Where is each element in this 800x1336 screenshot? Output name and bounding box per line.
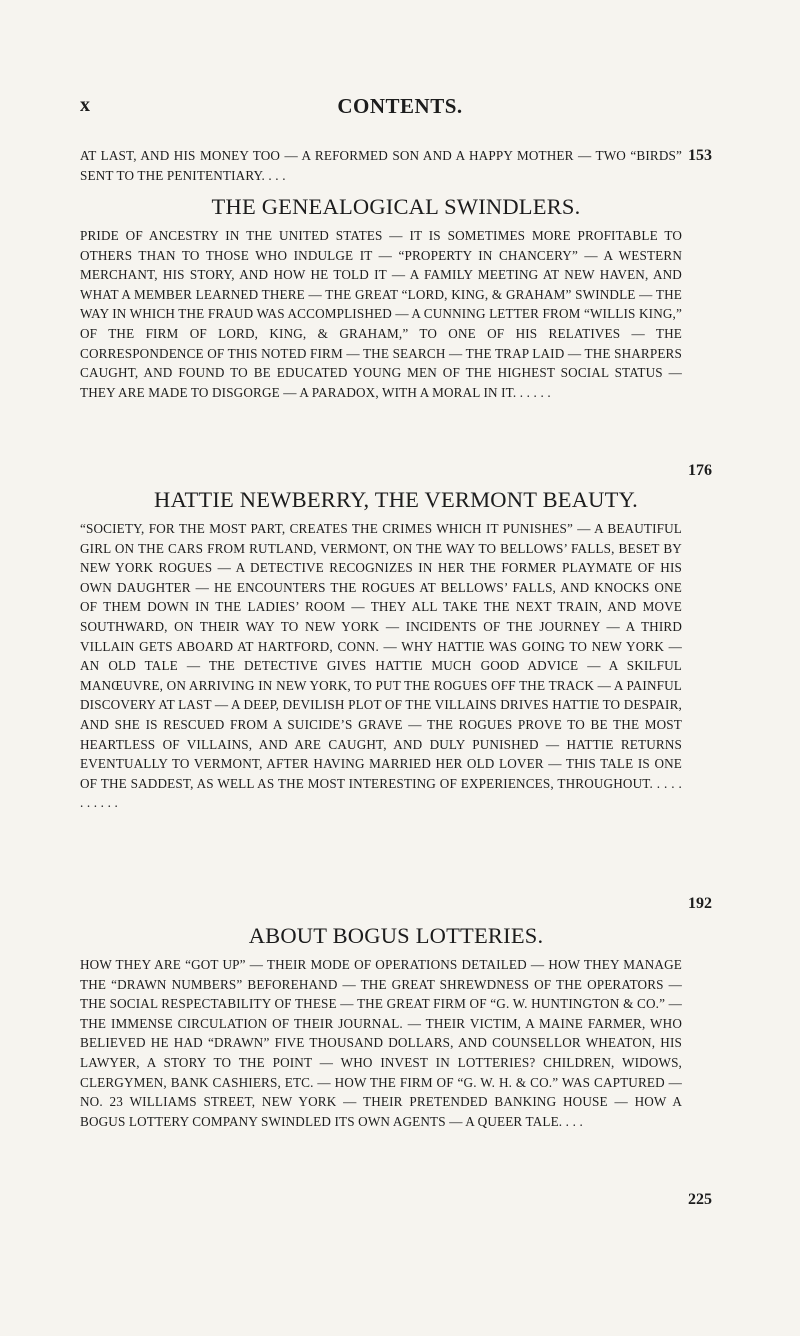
chapter-title: THE GENEALOGICAL SWINDLERS. xyxy=(211,194,581,219)
chapter-title: ABOUT BOGUS LOTTERIES. xyxy=(248,923,544,948)
page-title: CONTENTS. xyxy=(337,94,463,118)
running-head xyxy=(0,94,800,122)
entry-summary-text: HOW THEY ARE “GOT UP” — THEIR MODE OF OPERATIONS DETAILED — HOW THEY MANAGE THE “DRAWN NUMBERS” BEFOREHAND — THE GREAT SHREWDNESS OF THE OPERATORS — THE SOCIAL RESPECTABILITY OF THESE — THE GREAT FIRM OF “G. W. HUNTINGTON & CO.” — THE IMMENSE CIRCULATION OF THEIR JOURNAL. — THEIR VICTIM, A MAINE FARMER, WHO BELIEVED HE HAD “DRAWN” FIVE THOUSAND DOLLARS, AND COUNSELLOR WHEATON, HIS LAWYER, A STORY TO THE POINT — WHO INVEST IN LOTTERIES? CHILDREN, WIDOWS, CLERGYMEN, BANK CASHIERS, ETC. — HOW THE FIRM OF “G. W. H. & CO.” WAS CAPTURED — NO. 23 WILLIAMS STREET, NEW YORK — THEIR PRETENDED BANKING HOUSE — HOW A BOGUS LOTTERY COMPANY SWINDLED ITS OWN AGENTS — A QUEER TALE. . . . xyxy=(80,957,682,1129)
entry-page-number: 176 xyxy=(688,462,712,479)
page-folio: x xyxy=(80,94,90,116)
entry-summary-text: “SOCIETY, FOR THE MOST PART, CREATES THE CRIMES WHICH IT PUNISHES” — A BEAUTIFUL GIRL ON THE CARS FROM RUTLAND, VERMONT, ON THE WAY TO BELLOWS’ FALLS, BESET BY NEW YORK ROGUES — A DETECTIVE RECOGNIZES IN HER THE FORMER PLAYMATE OF HIS OWN DAUGHTER — HE ENCOUNTERS THE ROGUES AT BELLOWS’ FALLS, AND KNOCKS ONE OF THEM DOWN IN THE LADIES’ ROOM — THEY ALL TAKE THE NEXT TRAIN, AND MOVE SOUTHWARD, ON THEIR WAY TO NEW YORK — INCIDENTS OF THE JOURNEY — A THIRD VILLAIN GETS ABOARD AT HARTFORD, CONN. — WHY HATTIE WAS GOING TO NEW YORK — AN OLD TALE — THE DETECTIVE GIVES HATTIE MUCH GOOD ADVICE — A SKILFUL MANŒUVRE, ON ARRIVING IN NEW YORK, TO PUT THE ROGUES OFF THE TRACK — A PAINFUL DISCOVERY AT LAST — A DEEP, DEVILISH PLOT OF THE VILLAINS DRIVES HATTIE TO DESPAIR, AND SHE IS RESCUED FROM A SUICIDE’S GRAVE — THE ROGUES PROVE TO BE THE MOST HEARTLESS OF VILLAINS, AND ARE CAUGHT, AND DULY PUNISHED — HATTIE RETURNS EVENTUALLY TO VERMONT, AFTER HAVING MARRIED HER OLD LOVER — THIS TALE IS ONE OF THE SADDEST, AS WELL AS THE MOST INTERESTING OF EXPERIENCES, THROUGHOUT. . . . . . . . . . . xyxy=(80,521,682,811)
entry-page-number: 153 xyxy=(688,147,712,164)
entry-summary-text: AT LAST, AND HIS MONEY TOO — A REFORMED SON AND A HAPPY MOTHER — TWO “BIRDS” SENT TO THE PENITENTIARY. . . . xyxy=(80,148,682,183)
chapter-title: HATTIE NEWBERRY, THE VERMONT BEAUTY. xyxy=(154,487,638,512)
entry-summary xyxy=(80,519,712,912)
toc-entry xyxy=(80,487,712,914)
toc-entry xyxy=(80,194,712,481)
entry-summary xyxy=(80,226,712,479)
entry-page-number: 192 xyxy=(688,895,712,912)
entry-summary xyxy=(80,146,712,185)
entry-summary-text: PRIDE OF ANCESTRY IN THE UNITED STATES — IT IS SOMETIMES MORE PROFITABLE TO OTHERS THAN TO THOSE WHO INDULGE IT — “PROPERTY IN CHANCERY” — A WESTERN MERCHANT, HIS STORY, AND HOW HE TOLD IT — A FAMILY MEETING AT NEW HAVEN, AND WHAT A MEMBER LEARNED THERE — THE GREAT “LORD, KING, & GRAHAM” SWINDLE — THE WAY IN WHICH THE FRAUD WAS ACCOMPLISHED — A CUNNING LETTER FROM “WILLIS KING,” OF THE FIRM OF LORD, KING, & GRAHAM,” TO ONE OF HIS RELATIVES — THE CORRESPONDENCE OF THIS NOTED FIRM — THE SEARCH — THE TRAP LAID — THE SHARPERS CAUGHT, AND FOUND TO BE EDUCATED YOUNG MEN OF THE HIGHEST SOCIAL STATUS — THEY ARE MADE TO DISGORGE — A PARADOX, WITH A MORAL IN IT. . . . . . xyxy=(80,228,682,400)
entry-page-number: 225 xyxy=(688,1191,712,1208)
toc-entry xyxy=(80,923,712,1210)
entry-summary xyxy=(80,955,712,1208)
toc-entry xyxy=(80,146,712,185)
